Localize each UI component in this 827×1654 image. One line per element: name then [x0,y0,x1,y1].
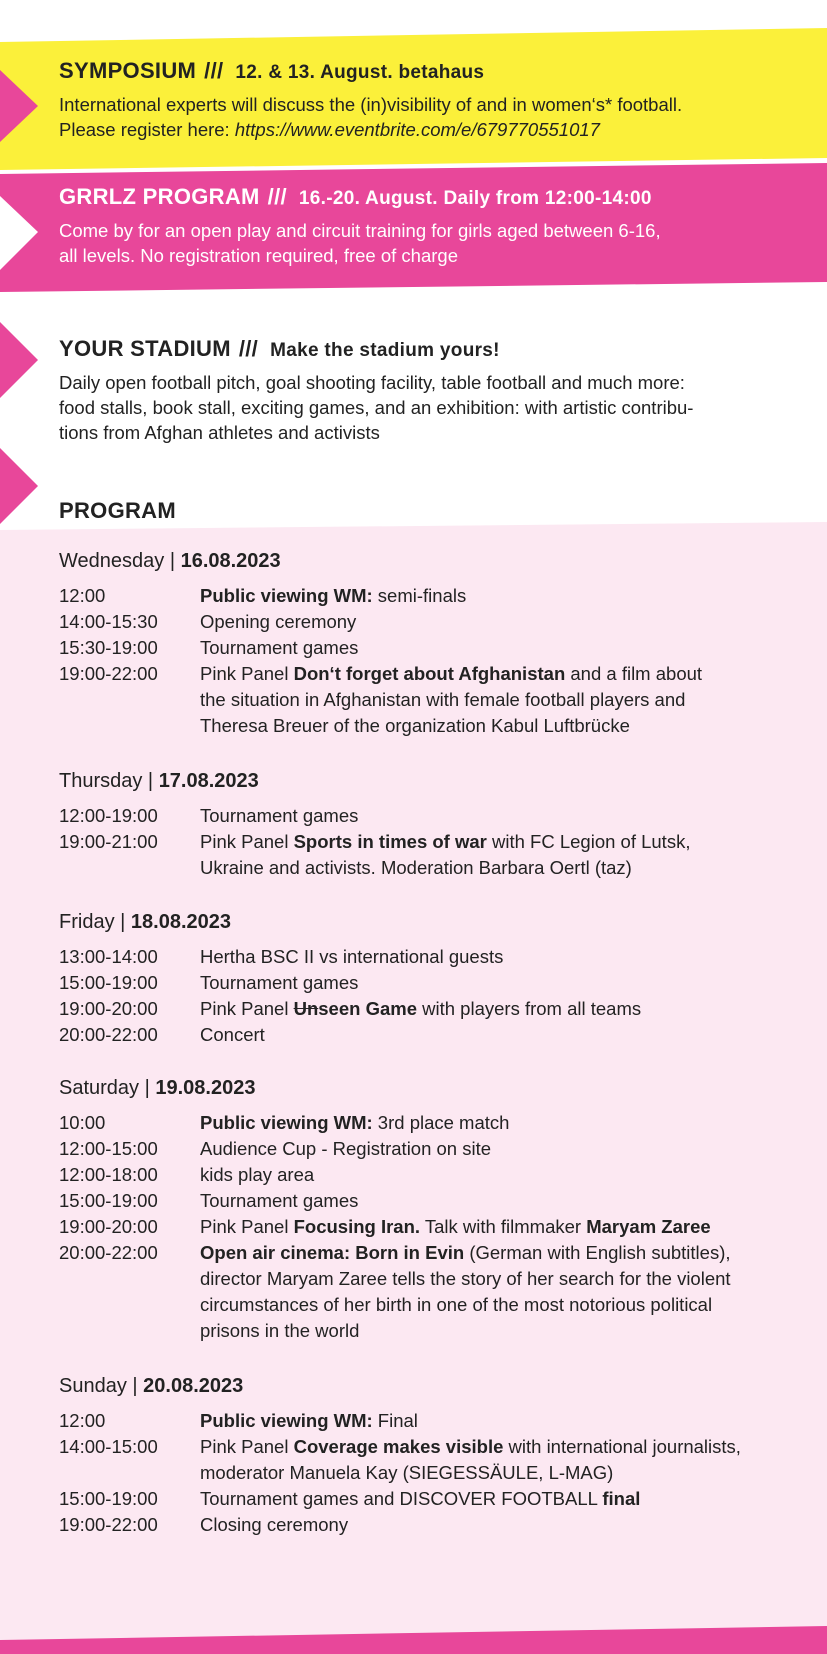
day-block-sunday [59,1375,787,1538]
schedule-description: Pink Panel Sports in times of war with FC Legion of Lutsk, Ukraine and activists. Moderation Barbara Oertl (taz) [200,831,691,878]
schedule-time: 15:00-19:00 [59,1488,158,1509]
schedule-description: Pink Panel Unseen Game with players from all teams [200,998,642,1019]
schedule-description: Hertha BSC II vs international guests [200,946,504,967]
schedule-time: 15:30-19:00 [59,637,158,658]
schedule-time: 19:00-20:00 [59,998,158,1019]
schedule-row [59,1136,787,1162]
day-name: Thursday [59,770,143,792]
schedule-description: Public viewing WM: semi-finals [200,585,467,606]
schedule-description: Public viewing WM: Final [200,1410,418,1431]
stadium-heading: YOUR STADIUM /// Make the stadium yours! [59,336,500,361]
day-heading [59,1375,787,1398]
day-heading [59,911,787,934]
schedule-row [59,1512,787,1538]
day-name: Sunday [59,1375,127,1397]
schedule-row [59,1162,787,1188]
schedule-row [59,609,787,635]
day-separator: | [139,1077,156,1099]
schedule-time: 14:00-15:00 [59,1436,158,1457]
schedule-time: 19:00-20:00 [59,1216,158,1237]
schedule-row [59,803,787,829]
schedule-row [59,1486,787,1512]
schedule-row [59,829,787,881]
day-date: 20.08.2023 [143,1375,244,1397]
schedule-description: Pink Panel Don‘t forget about Afghanistan and a film about the situation in Afghanistan with female football players and Theresa Breuer of the organization Kabul Luftbrücke [200,663,703,736]
schedule-time: 12:00 [59,1410,106,1431]
schedule-time: 20:00-22:00 [59,1242,158,1263]
eventbrite-link[interactable]: https://www.eventbrite.com/e/679770551017 [234,119,600,140]
day-date: 18.08.2023 [130,911,231,933]
day-separator: | [142,770,159,792]
schedule-row [59,1240,787,1344]
schedule-description: Tournament games and DISCOVER FOOTBALL final [200,1488,641,1509]
schedule-row [59,970,787,996]
schedule-time: 19:00-21:00 [59,831,158,852]
day-name: Friday [59,911,115,933]
day-block-wednesday [59,550,787,739]
stadium-title: YOUR STADIUM [59,336,231,361]
schedule-row [59,944,787,970]
schedule-description: Tournament games [200,1190,359,1211]
day-date: 19.08.2023 [155,1077,256,1099]
day-heading [59,1077,787,1100]
schedule-description: Audience Cup - Registration on site [200,1138,492,1159]
schedule-row [59,583,787,609]
stadium-body: Daily open football pitch, goal shooting facility, table football and much more: food stalls, book stall, exciting games, and an exhibition: with artistic contribu- tions from Afghan athletes and activists [59,372,694,443]
day-date: 17.08.2023 [158,770,259,792]
schedule-time: 12:00-19:00 [59,805,158,826]
grrlz-title: GRRLZ PROGRAM [59,184,260,209]
schedule-row [59,1188,787,1214]
schedule-time: 12:00 [59,585,106,606]
schedule-description: Closing ceremony [200,1514,349,1535]
grrlz-heading: GRRLZ PROGRAM /// 16.-20. August. Daily from 12:00-14:00 [59,184,652,209]
schedule-time: 12:00-15:00 [59,1138,158,1159]
symposium-heading: SYMPOSIUM /// 12. & 13. August. betahaus [59,58,485,83]
day-block-friday [59,911,787,1048]
schedule-row [59,1022,787,1048]
day-block-thursday [59,770,787,881]
day-separator: | [126,1375,144,1397]
schedule-row [59,1214,787,1240]
schedule-description: Pink Panel Coverage makes visible with international journalists, moderator Manuela Kay (SIEGESSÄULE, L-MAG) [200,1436,741,1483]
schedule-description: Pink Panel Focusing Iran. Talk with filmmaker Maryam Zaree [200,1216,711,1237]
schedule-description: kids play area [200,1164,315,1185]
stadium-arrow-icon [0,322,38,398]
schedule-time: 19:00-22:00 [59,1514,158,1535]
stadium-subtitle: Make the stadium yours! [270,340,500,361]
schedule-description: Tournament games [200,972,359,993]
symposium-body: International experts will discuss the (in)visibility of and in women‘s* football. Please register here: https://www.eventbrite.com/e/679770551017 [59,94,683,140]
symposium-subtitle: 12. & 13. August. betahaus [235,62,485,83]
program-title: PROGRAM [59,498,176,523]
schedule-row [59,1434,787,1486]
day-date: 16.08.2023 [180,550,281,572]
schedule-time: 14:00-15:30 [59,611,158,632]
day-name: Saturday [59,1077,140,1099]
day-heading [59,770,787,793]
schedule-description: Tournament games [200,805,359,826]
symposium-section [59,58,787,142]
schedule-description: Public viewing WM: 3rd place match [200,1112,510,1133]
schedule-time: 15:00-19:00 [59,1190,158,1211]
schedule-row [59,996,787,1022]
grrlz-body: Come by for an open play and circuit training for girls aged between 6-16, all levels. No registration required, free of charge [59,220,661,266]
program-arrow-icon [0,448,38,524]
grrlz-section [59,184,787,268]
schedule-time: 15:00-19:00 [59,972,158,993]
schedule-description: Opening ceremony [200,611,357,632]
day-separator: | [114,911,131,933]
schedule-row [59,1408,787,1434]
schedule-time: 20:00-22:00 [59,1024,158,1045]
symposium-title: SYMPOSIUM [59,58,197,83]
schedule-time: 12:00-18:00 [59,1164,158,1185]
schedule-row [59,661,787,739]
stadium-section [59,336,787,445]
schedule-time: 19:00-22:00 [59,663,158,684]
schedule-row [59,1110,787,1136]
schedule-time: 10:00 [59,1112,106,1133]
day-name: Wednesday [59,550,165,572]
day-block-saturday [59,1077,787,1344]
day-heading [59,550,787,573]
grrlz-subtitle: 16.-20. August. Daily from 12:00-14:00 [298,188,652,209]
schedule-description: Open air cinema: Born in Evin (German with English subtitles), director Maryam Zaree tells the story of her search for the violent circumstances of her birth in one of the most notorious political prisons in the world [200,1242,731,1341]
schedule-row [59,635,787,661]
day-separator: | [164,550,181,572]
schedule-description: Tournament games [200,637,359,658]
schedule-description: Concert [200,1024,265,1045]
schedule-time: 13:00-14:00 [59,946,158,967]
